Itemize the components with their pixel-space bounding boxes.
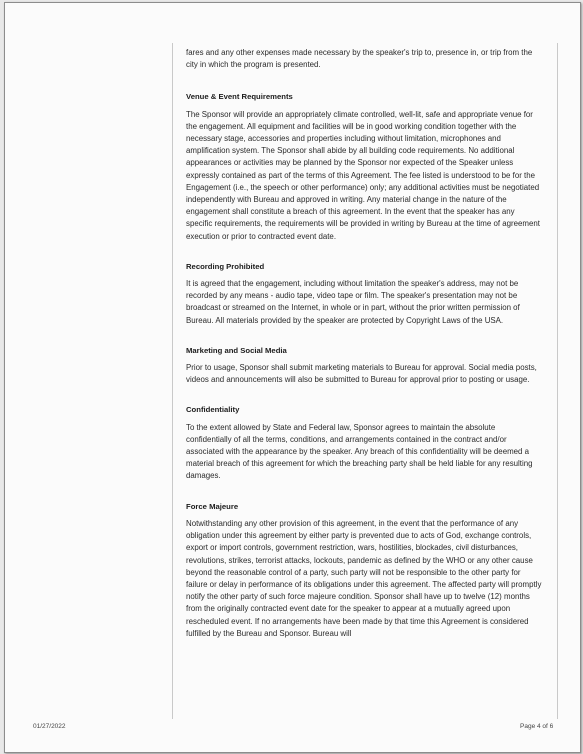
left-margin-rule [172, 43, 173, 719]
section-venue-event-requirements [186, 91, 542, 242]
section-body: Prior to usage, Sponsor shall submit marketing materials to Bureau for approval. Social media posts, videos and announcements will also be submitted to Bureau for approval prior to posting or usage. [186, 363, 537, 385]
footer-page-number: Page 4 of 6 [520, 723, 554, 730]
document-page [4, 2, 581, 753]
section-heading: Confidentiality [186, 405, 240, 415]
footer-date: 01/27/2022 [33, 723, 66, 730]
section-heading: Marketing and Social Media [186, 345, 287, 355]
section-recording-prohibited [186, 261, 542, 327]
section-body: It is agreed that the engagement, including without limitation the speaker's address, may not be recorded by any means - audio tape, video tape or film. The speaker's presentation may not be broadcast or streamed on the Internet, in whole or in part, without the prior written permission of Bureau. All materials provided by the speaker are protected by Copyright Laws of the USA. [186, 279, 520, 325]
section-marketing-social-media [186, 345, 542, 387]
section-body: The Sponsor will provide an appropriately climate controlled, well-lit, safe and appropriate venue for the engagement. All equipment and facilities will be in good working condition together with the necessary stage, accessories and properties including without limitation, microphones and amplification system. The Sponsor shall abide by all building code requirements. No additional appearances or activities may be planned by the Sponsor nor expected of the Speaker unless expressly contained as part of the terms of this Agreement. The fee listed is understood to be for the Engagement (i.e., the speech or other performance) only; any additional activities must be negotiated independently with Bureau and approved in writing. Any material change in the nature of the engagement shall constitute a breach of this agreement. In the event that the speaker has any specific requirements, the requirements will be provided in writing by Bureau at the time of agreement execution or prior to contracted event date. [186, 109, 540, 241]
section-force-majeure [186, 501, 542, 640]
section-body: To the extent allowed by State and Federal law, Sponsor agrees to maintain the absolute confidentially of all the terms, conditions, and arrangements contained in the contract and/or associated with the appearance by the speaker. Any breach of this confidentiality will be deemed a material breach of this agreement for which the breaching party shall be held liable for any resulting damages. [186, 422, 533, 481]
section-heading: Venue & Event Requirements [186, 92, 293, 102]
section-body: Notwithstanding any other provision of this agreement, in the event that the performance of any obligation under this agreement by either party is prevented due to acts of God, exchange controls, export or import controls, government restriction, wars, hostilities, blockades, civil disturbances, revolutions, strikes, terrorist attacks, lockouts, pandemic as defined by the WHO or any other cause beyond the reasonable control of a party, such party will not be responsible to the other party for failure or delay in performance of its obligations under this agreement. The affected party will promptly notify the other party of such force majeure condition. Sponsor shall have up to twelve (12) months from the originally contracted event date for the speaker to appear at a mutually agreed upon rescheduled event. If no arrangements have been made by that time this Agreement is considered fulfilled by the Bureau and Sponsor. Bureau will [186, 518, 542, 638]
document-body [186, 47, 542, 640]
section-confidentiality [186, 404, 542, 482]
section-heading: Force Majeure [186, 501, 239, 511]
section-heading: Recording Prohibited [186, 261, 265, 271]
intro-paragraph: fares and any other expenses made necessary by the speaker's trip to, presence in, or trip from the city in which the program is presented. [186, 48, 533, 70]
right-margin-rule [557, 43, 558, 719]
